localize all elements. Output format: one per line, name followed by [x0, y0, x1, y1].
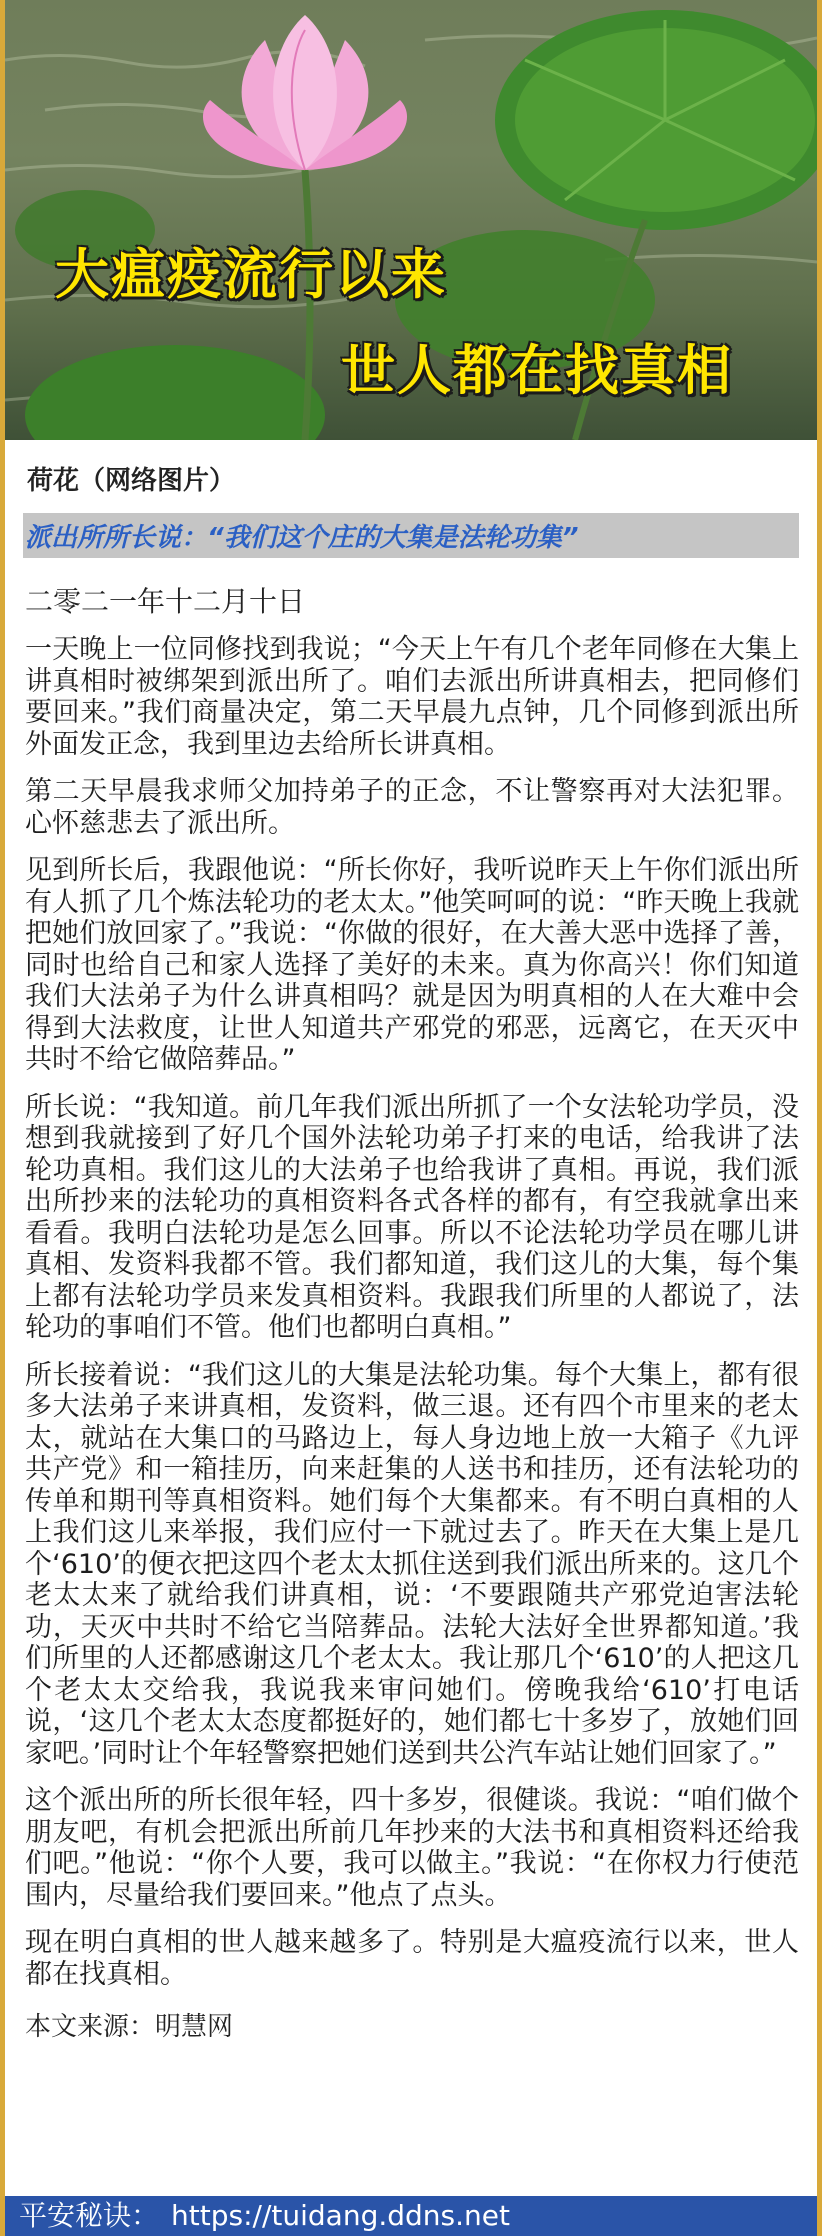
paragraph: 一天晚上一位同修找到我说；“今天上午有几个老年同修在大集上讲真相时被绑架到派出所了。咱们去派出所讲真相去，把同修们要回来。”我们商量决定，第二天早晨九点钟，几个同修到派出所外面发正念，我到里边去给所长讲真相。	[25, 634, 799, 760]
article-date: 二零二一年十二月十日	[25, 585, 306, 618]
paragraph: 见到所长后，我跟他说：“所长你好，我听说昨天上午你们派出所有人抓了几个炼法轮功的老太太。”他笑呵呵的说：“昨天晚上我就把她们放回家了。”我说：“你做的很好，在大善大恶中选择了善，同时也给自己和家人选择了美好的未来。真为你高兴！你们知道我们大法弟子为什么讲真相吗？就是因为明真相的人在大难中会得到大法救度，让世人知道共产邪党的邪恶，远离它，在天灭中共时不给它做陪葬品。”	[25, 855, 799, 1075]
paragraph: 这个派出所的所长很年轻，四十多岁，很健谈。我说：“咱们做个朋友吧，有机会把派出所前几年抄来的大法书和真相资料还给我们吧。”他说：“你个人要，我可以做主。”我说：“在你权力行使范围内，尽量给我们要回来。”他点了点头。	[25, 1785, 799, 1911]
paragraph: 所长接着说：“我们这儿的大集是法轮功集。每个大集上，都有很多大法弟子来讲真相，发资料，做三退。还有四个市里来的老太太，就站在大集口的马路边上，每人身边地上放一大箱子《九评共产党》和一箱挂历，向来赶集的人送书和挂历，还有法轮功的传单和期刊等真相资料。她们每个大集都来。有不明白真相的人上我们这儿来举报，我们应付一下就过去了。昨天在大集上是几个‘610’的便衣把这四个老太太抓住送到我们派出所来的。这几个老太太来了就给我们讲真相，说：‘不要跟随共产邪党迫害法轮功，天灭中共时不给它当陪葬品。法轮大法好全世界都知道。’我们所里的人还都感谢这几个老太太。我让那几个‘610’的人把这几个老太太交给我，我说我来审问她们。傍晚我给‘610’打电话说，‘这几个老太太态度都挺好的，她们都七十多岁了，放她们回家吧。’同时让个年轻警察把她们送到共公汽车站让她们回家了。”	[25, 1359, 799, 1769]
article-body	[5, 440, 817, 2043]
hero-headline-line-2: 世人都在找真相	[341, 339, 733, 402]
hero-headline-line-1: 大瘟疫流行以来	[55, 243, 447, 306]
article-subtitle: 派出所所长说：“我们这个庄的大集是法轮功集”	[23, 513, 799, 558]
footer-link[interactable]: https://tuidang.ddns.net	[171, 2199, 510, 2232]
image-caption: 荷花（网络图片）	[27, 466, 236, 496]
footer-label: 平安秘诀：	[19, 2199, 160, 2232]
footer-bar	[5, 2196, 817, 2236]
paragraph: 所长说：“我知道。前几年我们派出所抓了一个女法轮功学员，没想到我就接到了好几个国外法轮功弟子打来的电话，给我讲了法轮功真相。我们这儿的大法弟子也给我讲了真相。再说，我们派出所抄来的法轮功的真相资料各式各样的都有，有空我就拿出来看看。我明白法轮功是怎么回事。所以不论法轮功学员在哪儿讲真相、发资料我都不管。我们都知道，我们这儿的大集，每个集上都有法轮功学员来发真相资料。我跟我们所里的人都说了，法轮功的事咱们不管。他们也都明白真相。”	[25, 1091, 799, 1343]
paragraph: 第二天早晨我求师父加持弟子的正念，不让警察再对大法犯罪。心怀慈悲去了派出所。	[25, 776, 799, 839]
hero-image	[5, 0, 817, 440]
article-source: 本文来源：明慧网	[25, 2012, 234, 2042]
paragraph: 现在明白真相的世人越来越多了。特别是大瘟疫流行以来，世人都在找真相。	[25, 1927, 799, 1990]
